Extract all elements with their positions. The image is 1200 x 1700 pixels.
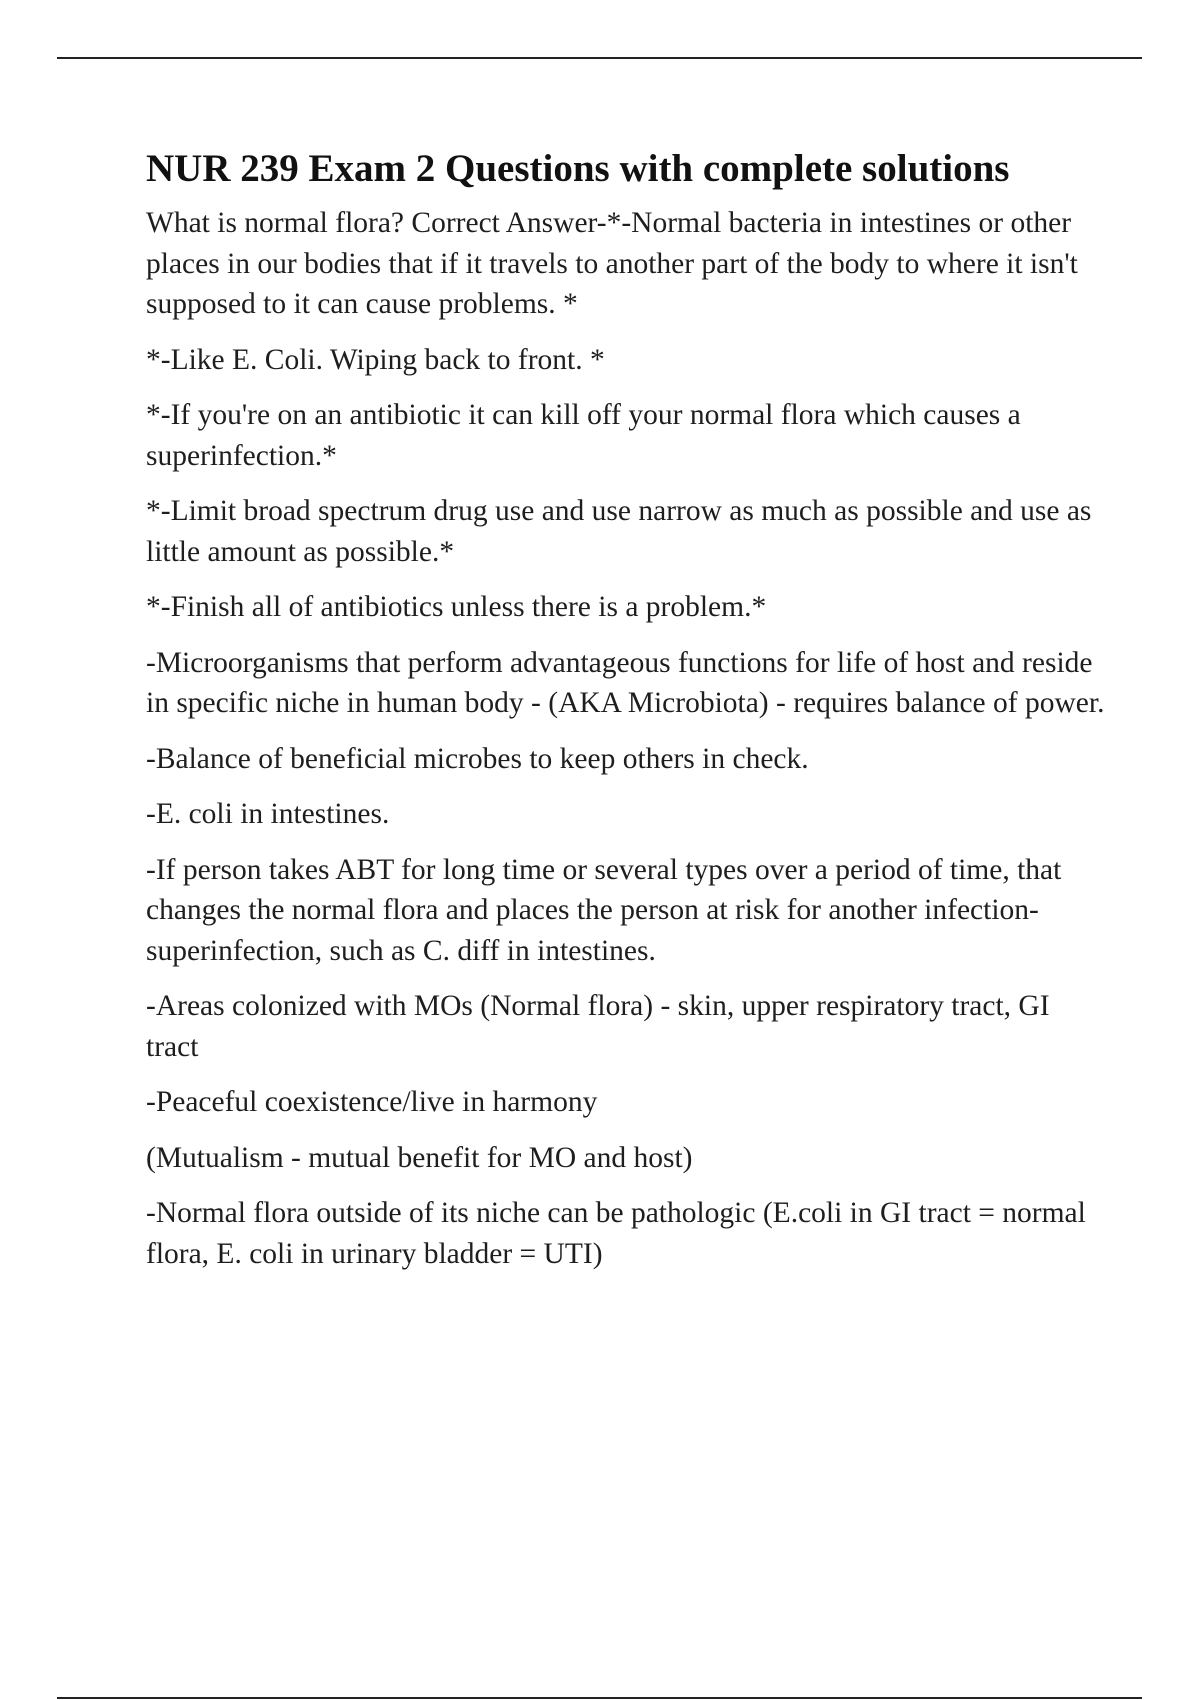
- paragraph: *-Limit broad spectrum drug use and use narrow as much as possible and use as little amount as possible.*: [146, 495, 1092, 568]
- paragraph: -If person takes ABT for long time or several types over a period of time, that changes the normal flora and places the person at risk for another infection- superinfection, such as C. diff in intestines.: [146, 853, 1062, 967]
- paragraph: -Microorganisms that perform advantageous functions for life of host and reside in specific niche in human body - (AKA Microbiota) - requires balance of power.: [146, 646, 1105, 719]
- document-body: [146, 143, 1106, 1289]
- paragraph: -Peaceful coexistence/live in harmony: [146, 1086, 598, 1118]
- paragraph: -Areas colonized with MOs (Normal flora) - skin, upper respiratory tract, GI tract: [146, 990, 1050, 1063]
- paragraph: (Mutualism - mutual benefit for MO and host): [146, 1141, 693, 1174]
- paragraph-question: What is normal flora? Correct Answer-*-Normal bacteria in intestines or other places in our bodies that if it travels to another part of the body to where it isn't supposed to it can cause problems. *: [146, 207, 1078, 320]
- paragraph: -Balance of beneficial microbes to keep others in check.: [146, 742, 809, 775]
- paragraph: -E. coli in intestines.: [146, 798, 390, 830]
- paragraph: *-Like E. Coli. Wiping back to front. *: [146, 343, 605, 376]
- paragraph: -Normal flora outside of its niche can be pathologic (E.coli in GI tract = normal flora, E. coli in urinary bladder = UTI): [146, 1197, 1086, 1270]
- paragraph: *-If you're on an antibiotic it can kill off your normal flora which causes a superinfection.*: [146, 399, 1021, 472]
- paragraph: *-Finish all of antibiotics unless there is a problem.*: [146, 591, 767, 623]
- document-title: NUR 239 Exam 2 Questions with complete solutions: [146, 147, 1010, 190]
- bottom-rule: [57, 1697, 1142, 1699]
- top-rule: [57, 57, 1142, 59]
